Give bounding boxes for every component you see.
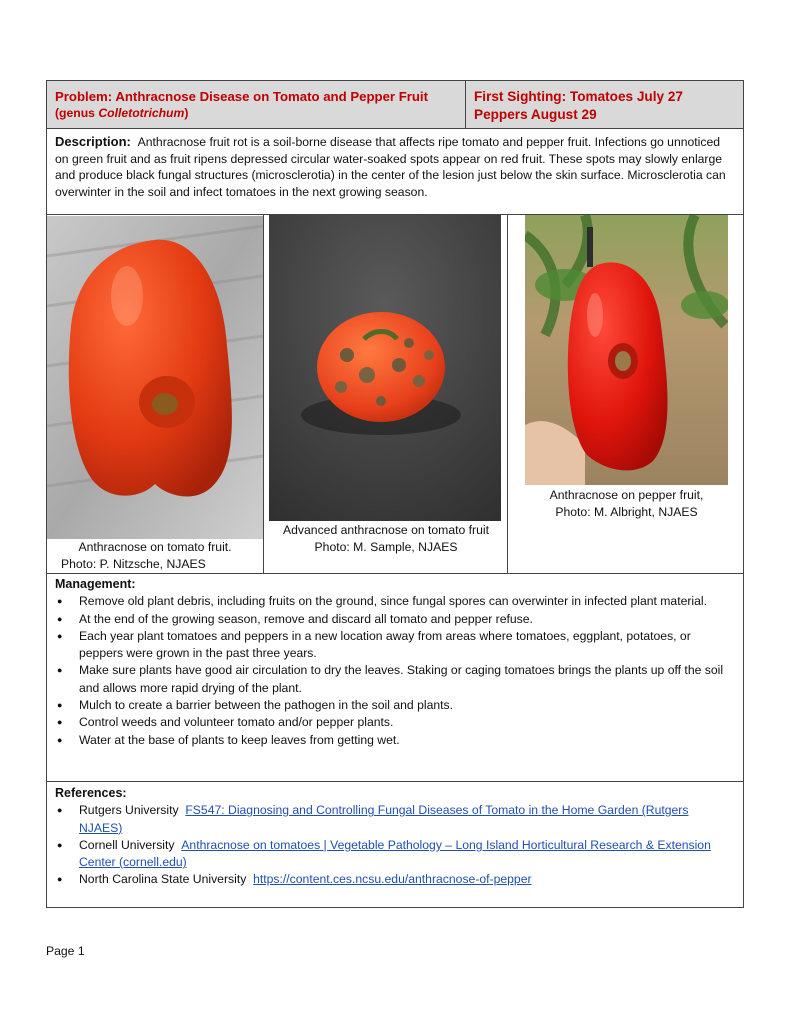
sighting-cell: [466, 81, 743, 128]
genus-line: [55, 105, 457, 122]
genus-close: ): [184, 106, 189, 120]
list-item: ● Control weeds and volunteer tomato and/or pepper plants.: [55, 714, 735, 731]
problem-cell: [47, 81, 466, 128]
page-number: Page 1: [46, 944, 85, 958]
references-section: [47, 782, 743, 907]
caption-line: Photo: M. Sample, NJAES: [314, 540, 458, 554]
list-item: ● At the end of the growing season, remove and discard all tomato and pepper refuse.: [55, 611, 735, 628]
list-item: [55, 837, 735, 872]
genus-name: Colletotrichum: [98, 106, 185, 120]
list-item: ● Make sure plants have good air circulation to dry the leaves. Staking or caging tomatoes brings the plants up off the soil and allows more rapid drying of the plant.: [55, 662, 735, 697]
reference-source: Rutgers University: [79, 803, 179, 818]
list-item: ● Mulch to create a barrier between the pathogen in the soil and plants.: [55, 697, 735, 714]
caption-line: Anthracnose on tomato fruit.: [78, 540, 232, 554]
caption-line: Anthracnose on pepper fruit,: [549, 488, 704, 502]
caption-line: Advanced anthracnose on tomato fruit: [283, 523, 489, 537]
management-heading: Management:: [55, 577, 136, 591]
list-item: [55, 802, 735, 837]
photo-caption-advanced: [264, 522, 508, 556]
reference-source: Cornell University: [79, 837, 175, 852]
reference-link[interactable]: https://content.ces.ncsu.edu/anthracnose-of-pepper: [253, 872, 532, 887]
management-list: [55, 593, 735, 749]
photo-cell-tomato: [47, 215, 264, 573]
advanced-tomato-photo: [269, 215, 501, 521]
header-row: [47, 81, 743, 129]
description-section: [47, 129, 743, 215]
photo-cell-advanced: [264, 215, 508, 573]
problem-name: Anthracnose Disease on Tomato and Pepper Fruit: [115, 89, 428, 104]
caption-line: Photo: P. Nitzsche, NJAES: [61, 557, 206, 571]
problem-title: [55, 88, 457, 105]
problem-prefix: Problem:: [55, 89, 116, 104]
reference-link[interactable]: FS547: Diagnosing and Controlling Fungal Diseases of Tomato in the Home Garden (Rutgers NJAES): [79, 803, 689, 835]
reference-source: North Carolina State University: [79, 872, 247, 887]
photo-row: [47, 215, 743, 574]
genus-open: (genus: [55, 106, 99, 120]
photo-caption-tomato: [47, 539, 263, 573]
photo-caption-pepper: [525, 487, 728, 521]
description-label: Description:: [55, 134, 131, 149]
caption-line: Photo: M. Albright, NJAES: [555, 505, 698, 519]
tomato-fruit-photo: [47, 216, 263, 539]
references-heading: References:: [55, 786, 127, 800]
photo-cell-pepper: [508, 215, 743, 573]
list-item: ● Each year plant tomatoes and peppers in a new location away from areas where tomatoes, eggplant, potatoes, or peppers were grown in the past three years.: [55, 628, 735, 663]
pepper-fruit-photo: [525, 215, 728, 485]
reference-link[interactable]: Anthracnose on tomatoes | Vegetable Pathology – Long Island Horticultural Research & Extension Center (cornell.edu): [79, 837, 711, 870]
references-list: [55, 802, 735, 888]
sighting-tomatoes: First Sighting: Tomatoes July 27: [474, 89, 683, 104]
list-item: ● Water at the base of plants to keep leaves from getting wet.: [55, 732, 735, 749]
management-section: [47, 574, 743, 782]
list-item: ● Remove old plant debris, including fruits on the ground, since fungal spores can overwinter in infected plant material.: [55, 593, 735, 610]
sighting-peppers: Peppers August 29: [474, 107, 597, 122]
fact-sheet: [46, 80, 744, 908]
description-text: Anthracnose fruit rot is a soil-borne disease that affects ripe tomato and pepper fruit. Infections go unnoticed on green fruit and as fruit ripens depressed circular water-soaked spots appear on red fruit. These spots may slowly enlarge and produce black fungal structures (microsclerotia) in the center of the lesion just below the skin surface. Microsclerotia can overwinter in the soil and infect tomatoes in the next growing season.: [55, 135, 726, 199]
list-item: [55, 871, 735, 888]
